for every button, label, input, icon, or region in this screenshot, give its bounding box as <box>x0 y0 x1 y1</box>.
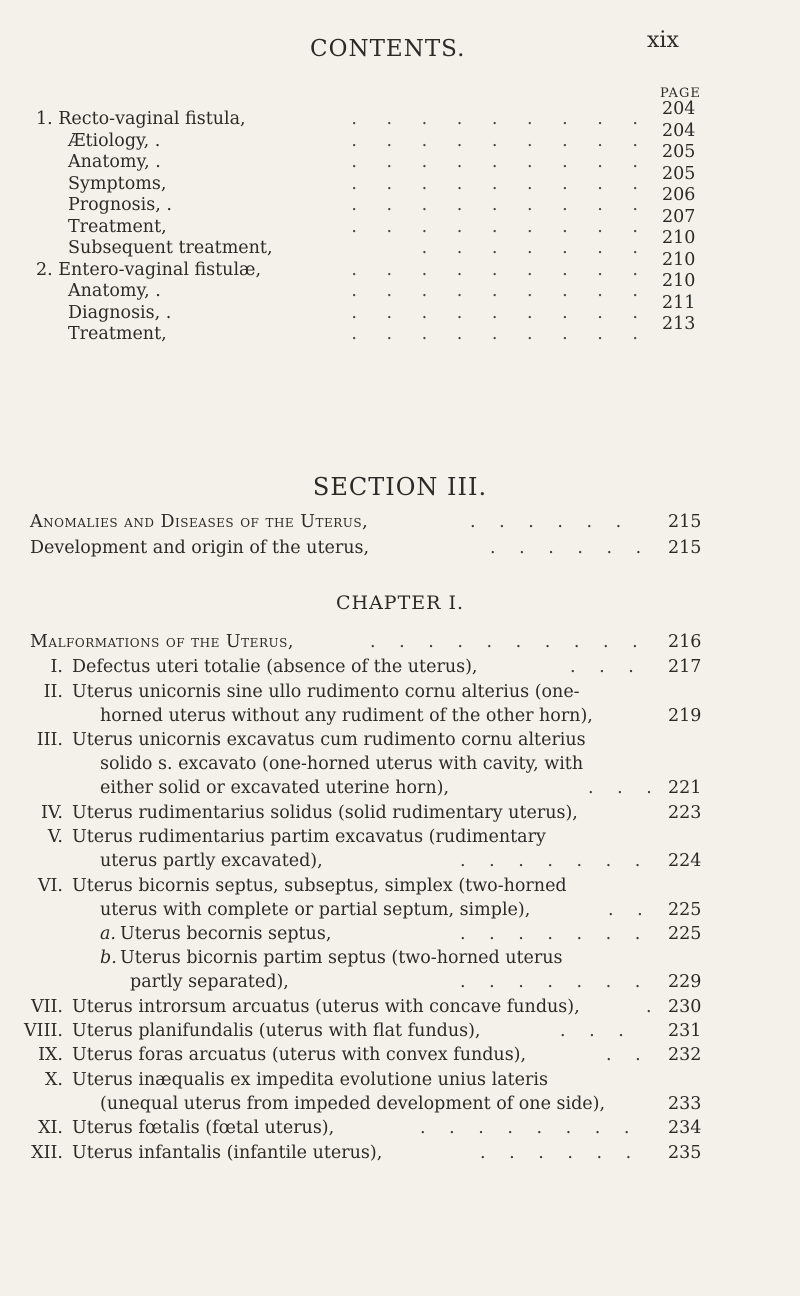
leader-dots: . . . . . . . . . <box>351 324 650 344</box>
toc-entry-page: 205 <box>662 142 696 162</box>
toc-entry-page: 221 <box>668 778 702 798</box>
leader-dots: . . . . . . . <box>421 238 650 258</box>
toc-entry-page: 232 <box>668 1045 702 1065</box>
toc-entry-label: Ætiology, . <box>68 130 161 151</box>
leader-dots: . . . . . . <box>470 512 631 532</box>
leader-dots: . . <box>606 1045 650 1065</box>
toc-entry-page: 204 <box>662 120 696 141</box>
chapter-entry-malformations[interactable] <box>30 632 647 652</box>
toc-entry-label: Diagnosis, . <box>68 302 172 323</box>
toc-entry-page: 210 <box>662 249 696 270</box>
leader-dots: . <box>646 997 661 1017</box>
item-text-continued: (unequal uterus from impeded development of one side), <box>100 1094 606 1114</box>
item-text[interactable]: Uterus introrsum arcuatus (uterus with concave fundus), <box>72 997 580 1017</box>
leader-dots: . . . . . . . . . <box>351 281 650 301</box>
item-numeral: I. <box>50 657 63 677</box>
item-numeral: V. <box>47 827 63 847</box>
item-text[interactable]: Uterus bicornis partim septus (two-horned uterus <box>120 948 563 968</box>
toc-entry-page: 210 <box>662 228 696 248</box>
page-number: xix <box>647 28 679 53</box>
toc-entry-page: 229 <box>668 972 702 992</box>
toc-entry-page: 234 <box>668 1118 702 1138</box>
item-numeral: XII. <box>31 1143 63 1163</box>
toc-entry-page: 204 <box>662 99 696 119</box>
section-entry-development[interactable] <box>30 538 651 558</box>
running-head <box>0 28 800 68</box>
toc-entry-page: 230 <box>668 997 702 1017</box>
leader-dots: . . . . . . . . . . <box>370 632 647 652</box>
toc-entry[interactable] <box>0 314 800 344</box>
toc-entry-label: Malformations of the Uterus, <box>30 632 294 652</box>
item-text[interactable]: Uterus bicornis septus, subseptus, simplex (two-horned <box>72 876 567 896</box>
toc-entry-page: 216 <box>668 632 702 652</box>
item-text[interactable]: Uterus rudimentarius solidus (solid rudimentary uterus), <box>72 803 578 823</box>
toc-entry-page: 223 <box>668 803 702 823</box>
toc-entry-page: 215 <box>668 538 702 558</box>
toc-entry-page: 235 <box>668 1143 702 1163</box>
toc-entry-label: Anomalies and Diseases of the Uterus, <box>30 512 369 532</box>
leader-dots: . . . <box>588 778 661 798</box>
subitem-letter: a. <box>100 924 116 944</box>
item-text[interactable]: Uterus inæqualis ex impedita evolutione unius lateris <box>72 1070 548 1090</box>
item-text-continued: horned uterus without any rudiment of the other horn), <box>100 706 593 726</box>
leader-dots: . . . . . . <box>480 1143 641 1163</box>
toc-entry-page: 233 <box>668 1094 702 1114</box>
toc-entry-page: 219 <box>668 706 702 726</box>
toc-entry-label: Prognosis, . <box>68 195 172 215</box>
item-numeral: III. <box>36 730 63 750</box>
item-numeral: XI. <box>38 1118 63 1138</box>
item-text-continued: either solid or excavated uterine horn), <box>100 778 450 798</box>
toc-entry-label: Anatomy, . <box>68 152 161 172</box>
item-numeral: VI. <box>37 876 63 896</box>
section-entry-anomalies[interactable] <box>30 512 631 532</box>
item-numeral: VIII. <box>24 1021 63 1041</box>
toc-entry-page: 210 <box>662 271 696 291</box>
leader-dots: . . . . . . . . . <box>351 195 650 215</box>
item-numeral: II. <box>43 682 63 702</box>
toc-entry-page: 213 <box>662 314 696 334</box>
toc-entry-label: Subsequent treatment, <box>68 238 273 258</box>
toc-entry-page: 225 <box>668 924 702 944</box>
leader-dots: . . . . . . . . . <box>351 130 650 151</box>
toc-entry-label: 1. Recto-vaginal fistula, <box>36 109 246 129</box>
leader-dots: . . . . . . . . . <box>351 173 650 194</box>
toc-entry-label: 2. Entero-vaginal fistulæ, <box>36 259 262 280</box>
leader-dots: . . . . . . <box>490 538 651 558</box>
leader-dots: . . <box>608 900 652 920</box>
toc-entry-label: Treatment, <box>68 324 167 344</box>
toc-entry-label: Anatomy, . <box>68 281 161 301</box>
item-numeral: IV. <box>40 803 63 823</box>
toc-entry-page: 207 <box>662 206 696 227</box>
toc-entry-label: Symptoms, <box>68 173 167 194</box>
toc-entry-page: 205 <box>662 163 696 184</box>
item-text-continued: uterus with complete or partial septum, simple), <box>100 900 531 920</box>
item-text[interactable]: Uterus becornis septus, <box>120 924 332 944</box>
item-text-continued: uterus partly excavated), <box>100 851 323 871</box>
item-numeral: X. <box>44 1070 63 1090</box>
leader-dots: . . . . . . . <box>460 924 650 944</box>
section-heading: SECTION III. <box>312 473 488 501</box>
toc-entry-page: 215 <box>668 512 702 532</box>
item-text[interactable]: Uterus fœtalis (fœtal uterus), <box>72 1118 335 1138</box>
item-text-continued: partly separated), <box>130 972 289 992</box>
item-text[interactable]: Defectus uteri totalie (absence of the uterus), <box>72 657 478 677</box>
leader-dots: . . . . . . . . . <box>351 109 650 129</box>
leader-dots: . . . <box>560 1021 633 1041</box>
item-text[interactable]: Uterus foras arcuatus (uterus with convex fundus), <box>72 1045 527 1065</box>
page-title: CONTENTS. <box>310 36 466 62</box>
item-numeral: IX. <box>38 1045 63 1065</box>
item-text-continued: solido s. excavato (one-horned uterus with cavity, with <box>100 754 584 774</box>
toc-entry-page: 224 <box>668 851 702 871</box>
leader-dots: . . . . . . . . . <box>351 216 650 237</box>
leader-dots: . . . . . . . <box>460 851 650 871</box>
leader-dots: . . . . . . . <box>460 972 650 992</box>
item-text[interactable]: Uterus infantalis (infantile uterus), <box>72 1143 383 1163</box>
item-text[interactable]: Uterus unicornis excavatus cum rudimento cornu alterius <box>72 730 586 750</box>
leader-dots: . . . . . . . . <box>420 1118 639 1138</box>
toc-entry-label: Treatment, <box>68 216 167 237</box>
toc-entry-page: 217 <box>668 657 702 677</box>
leader-dots: . . . . . . . . . <box>351 302 650 323</box>
toc-entry-label: Development and origin of the uterus, <box>30 538 370 558</box>
toc-entry-page: 206 <box>662 185 696 205</box>
leader-dots: . . . . . . . . . <box>351 152 650 172</box>
toc-entry-page: 231 <box>668 1021 702 1041</box>
toc-entry-page: 225 <box>668 900 702 920</box>
item-text[interactable]: Uterus planifundalis (uterus with flat fundus), <box>72 1021 481 1041</box>
toc-fistula-list <box>0 99 800 344</box>
item-numeral: VII. <box>30 997 63 1017</box>
toc-entry-page: 211 <box>662 292 696 313</box>
item-text[interactable]: Uterus rudimentarius partim excavatus (rudimentary <box>72 827 546 847</box>
subitem-letter: b. <box>100 948 117 968</box>
item-text[interactable]: Uterus unicornis sine ullo rudimento cornu alterius (one- <box>72 682 580 702</box>
leader-dots: . . . <box>570 657 643 677</box>
chapter-heading: CHAPTER I. <box>335 592 465 614</box>
page-column-label: PAGE <box>660 86 701 101</box>
leader-dots: . . . . . . . . . <box>351 259 650 280</box>
